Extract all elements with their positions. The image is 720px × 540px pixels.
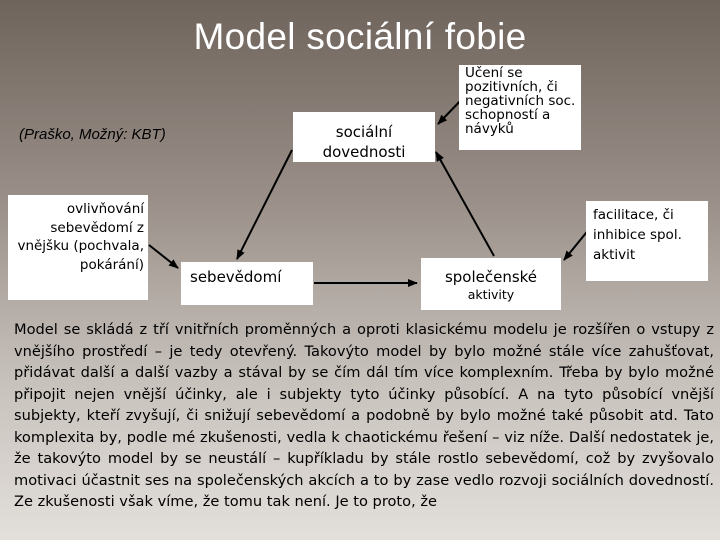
arrow-influence-to-self: [149, 245, 178, 268]
node-learning: Učení se pozitivních, či negativních soc. schopností a návyků: [459, 65, 581, 150]
node-social-activities-main: společenské: [444, 268, 538, 286]
node-external-influence: ovlivňování sebevědomí z vnějšku (pochvala, pokárání): [8, 195, 148, 300]
node-facilitation: facilitace, či inhibice spol. aktivit: [586, 201, 708, 281]
body-paragraph: Model se skládá z tří vnitřních proměnných a oproti klasickému modelu je rozšířen o vstupy z vnějšího prostředí – je tedy otevřený. Takovýto model by bylo možné stále více zahušťovat, přidávat další a další vazby a stával by se čím dál tím více komplexním. Třeba by bylo možné připojit nejen vnější účinky, ale i subjekty tyto účinky působící. A na tyto působící vnější subjekty, kteří zvyšují, či snižují sebevědomí a podobně by bylo možné také působit atd. Tato komplexita by, podle mé zkušenosti, vedla k chaotickému řešení – viz níže. Další nedostatek je, že takovýto model by se neustálí – kupříkladu by stále rostlo sebevědomí, což by zvyšovalo motivaci účastnit ses na společenských akcích a to by zase vedlo rozvoji sociálních dovedností. Ze zkušenosti však víme, že tomu tak není. Je to proto, že: [14, 321, 714, 510]
arrow-social-to-self: [237, 150, 292, 259]
node-social-skills: sociální dovednosti: [293, 112, 435, 162]
citation: (Praško, Možný: KBT): [19, 126, 166, 143]
node-self-esteem: sebevědomí: [181, 262, 313, 305]
node-social-activities: [421, 258, 561, 310]
arrow-activities-to-social: [436, 152, 494, 256]
node-social-activities-sub: aktivity: [467, 287, 515, 302]
slide-title: Model sociální fobie: [193, 16, 527, 57]
